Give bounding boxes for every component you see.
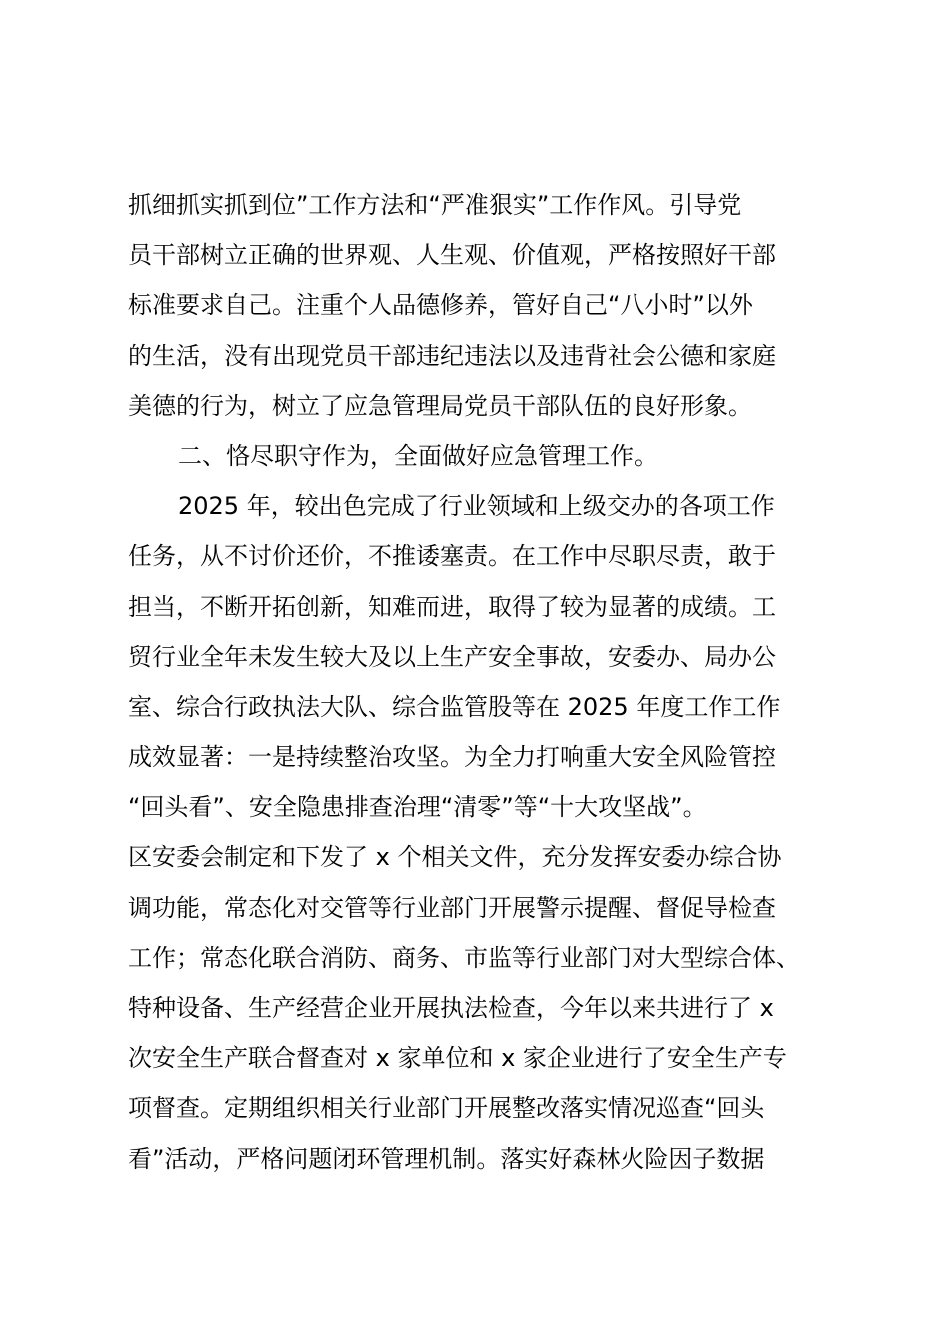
text-line: 成效显著：一是持续整治攻坚。为全力打响重大安全风险管控 [128,743,776,772]
text-line: 担当，不断开拓创新，知难而进，取得了较为显著的成绩。工 [128,592,776,621]
text-line: 区安委会制定和下发了 x 个相关文件，充分发挥安委办综合协 [128,843,782,872]
text-line: 工作；常态化联合消防、商务、市监等行业部门对大型综合体、 [128,943,800,972]
text-line: 标准要求自己。注重个人品德修养，管好自己“八小时”以外 [128,291,753,320]
body-text [128,180,848,1184]
paragraph-first-line: 2025 年，较出色完成了行业领域和上级交办的各项工作 [178,492,775,521]
text-line: 员干部树立正确的世界观、人生观、价值观，严格按照好干部 [128,241,776,270]
section-heading: 二、恪尽职守作为，全面做好应急管理工作。 [178,441,658,470]
text-line: 美德的行为，树立了应急管理局党员干部队伍的良好形象。 [128,391,752,420]
text-line: 室、综合行政执法大队、综合监管股等在 2025 年度工作工作 [128,692,781,721]
text-line: 项督查。定期组织相关行业部门开展整改落实情况巡查“回头 [128,1094,765,1123]
text-line: 次安全生产联合督查对 x 家单位和 x 家企业进行了安全生产专 [128,1044,787,1073]
text-line: 贸行业全年未发生较大及以上生产安全事故，安委办、局办公 [128,642,776,671]
text-line: 任务，从不讨价还价，不推诿塞责。在工作中尽职尽责，敢于 [128,542,776,571]
text-line: 看”活动，严格问题闭环管理机制。落实好森林火险因子数据 [128,1144,765,1173]
text-line: 调功能，常态化对交管等行业部门开展警示提醒、督促导检查 [128,893,776,922]
text-line: 抓细抓实抓到位”工作方法和“严准狠实”工作作风。引导党 [128,191,742,219]
text-line: 特种设备、生产经营企业开展执法检查，今年以来共进行了 x [128,994,774,1022]
text-line: 的生活，没有出现党员干部违纪违法以及违背社会公德和家庭 [128,341,776,370]
text-line: “回头看”、安全隐患排查治理“清零”等“十大攻坚战”。 [128,793,707,822]
